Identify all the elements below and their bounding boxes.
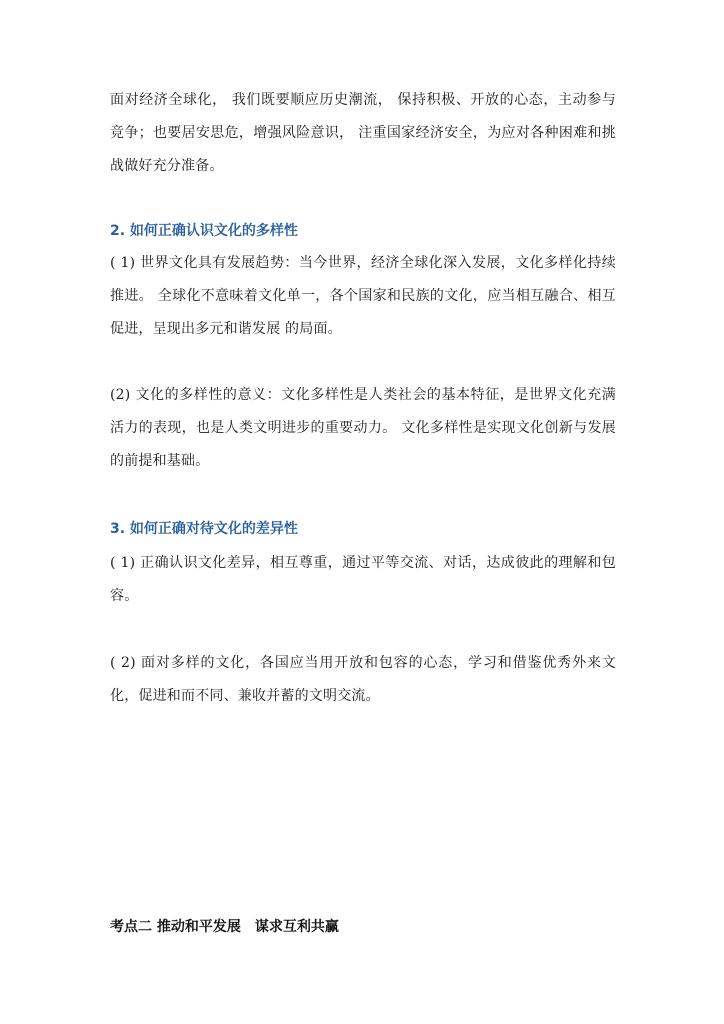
section-3-paragraph-1: ( 1) 正确认识文化差异，相互尊重，通过平等交流、对话，达成彼此的理解和包容。 [110, 555, 616, 604]
section-2-heading: 2. 如何正确认识文化的多样性 [110, 223, 298, 239]
section-3-heading: 3. 如何正确对待文化的差异性 [110, 521, 298, 537]
topic-2-heading: 考点二 推动和平发展 谋求互利共赢 [110, 919, 339, 935]
section-3-paragraph-2: ( 2) 面对多样的文化，各国应当用开放和包容的心态，学习和借鉴优秀外来文化，促进和而不同、兼收并蓄的文明交流。 [110, 655, 616, 704]
intro-paragraph: 面对经济全球化， 我们既要顺应历史潮流， 保持积极、开放的心态，主动参与竞争；也要居安思危，增强风险意识， 注重国家经济安全，为应对各种困难和挑战做好充分准备。 [110, 92, 616, 174]
section-2-paragraph-2: (2) 文化的多样性的意义：文化多样性是人类社会的基本特征，是世界文化充满活力的表现，也是人类文明进步的重要动力。 文化多样性是实现文化创新与发展的前提和基础。 [110, 387, 616, 469]
section-2-paragraph-1: ( 1) 世界文化具有发展趋势：当今世界，经济全球化深入发展，文化多样化持续推进。 全球化不意味着文化单一，各个国家和民族的文化，应当相互融合、相互促进，呈现出多元和谐发展 的局面。 [110, 255, 616, 337]
